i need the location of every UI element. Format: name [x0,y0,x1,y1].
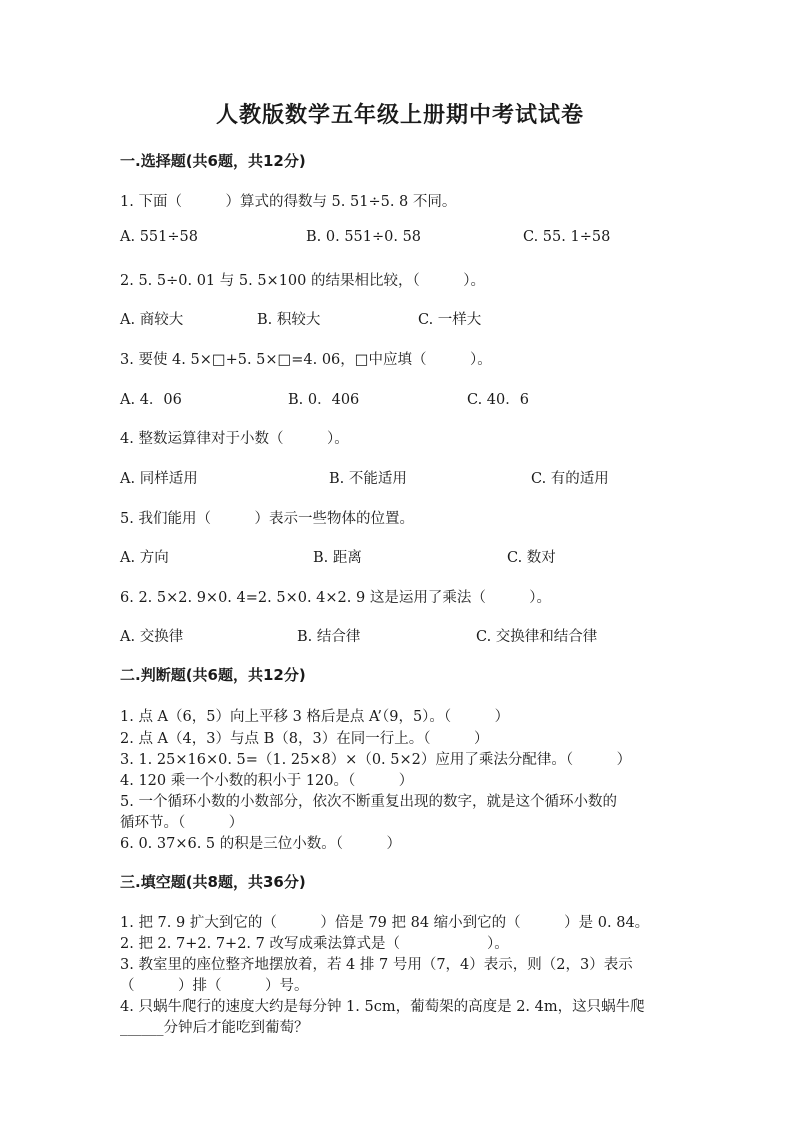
fill-blank-line: （ ）排（ ）号。 [120,978,309,994]
option-c: C. 一样大 [418,312,482,328]
option-a: A. 交换律 [120,629,184,645]
question-text: 3. 要使 4. 5×□+5. 5×□=4. 06，□中应填（ ）。 [120,352,492,368]
option-c: C. 数对 [507,550,556,566]
option-b: B. 不能适用 [329,471,407,487]
fill-blank-line: ______分钟后才能吃到葡萄？ [120,1020,309,1036]
section-heading-choice: 一.选择题(共6题，共12分) [120,152,306,170]
option-a: A. 4．06 [120,392,182,408]
option-b: B. 0. 551÷0. 58 [306,229,422,245]
fill-blank-line: 1. 把 7. 9 扩大到它的（ ）倍是 79 把 84 缩小到它的（ ）是 0. 84。 [120,915,650,931]
option-b: B. 结合律 [297,629,361,645]
judgement-line: 3. 1. 25×16×0. 5=（1. 25×8）×（0. 5×2）应用了乘法分配律。（ ） [120,752,632,768]
question-text: 2. 5. 5÷0. 01 与 5. 5×100 的结果相比较，（ ）。 [120,273,485,289]
option-c: C. 40．6 [467,392,529,408]
option-c: C. 交换律和结合律 [476,629,598,645]
option-b: B. 距离 [313,550,362,566]
option-c: C. 55. 1÷58 [523,229,611,245]
section-heading-judgement: 二.判断题(共6题，共12分) [120,666,306,684]
question-text: 1. 下面（ ）算式的得数与 5. 51÷5. 8 不同。 [120,194,457,210]
option-a: A. 同样适用 [120,471,198,487]
option-a: A. 商较大 [120,312,184,328]
judgement-line: 循环节。（ ） [120,815,244,831]
judgement-line: 2. 点 A（4，3）与点 B（8，3）在同一行上。（ ） [120,731,489,747]
option-c: C. 有的适用 [531,471,609,487]
page-title: 人教版数学五年级上册期中考试试卷 [215,103,584,128]
judgement-line: 5. 一个循环小数的小数部分，依次不断重复出现的数字，就是这个循环小数的 [120,794,617,810]
option-b: B. 0．406 [288,392,360,408]
fill-blank-line: 2. 把 2. 7+2. 7+2. 7 改写成乘法算式是（ ）。 [120,936,509,952]
option-a: A. 方向 [120,550,169,566]
fill-blank-line: 4. 只蜗牛爬行的速度大约是每分钟 1. 5cm，葡萄架的高度是 2. 4m，这只蜗牛爬 [120,999,645,1015]
question-text: 5. 我们能用（ ）表示一些物体的位置。 [120,511,414,527]
section-heading-fill-blank: 三.填空题(共8题，共36分) [120,873,306,891]
judgement-line: 4. 120 乘一个小数的积小于 120。（ ） [120,773,414,789]
judgement-line: 6. 0. 37×6. 5 的积是三位小数。（ ） [120,836,402,852]
option-b: B. 积较大 [257,312,321,328]
question-text: 4. 整数运算律对于小数（ ）。 [120,431,349,447]
option-a: A. 551÷58 [120,229,198,245]
judgement-line: 1. 点 A（6，5）向上平移 3 格后是点 A’（9，5）。（ ） [120,709,510,725]
fill-blank-line: 3. 教室里的座位整齐地摆放着，若 4 排 7 号用（7，4）表示，则（2，3）表示 [120,957,633,973]
question-text: 6. 2. 5×2. 9×0. 4=2. 5×0. 4×2. 9 这是运用了乘法（ ）。 [120,590,552,606]
